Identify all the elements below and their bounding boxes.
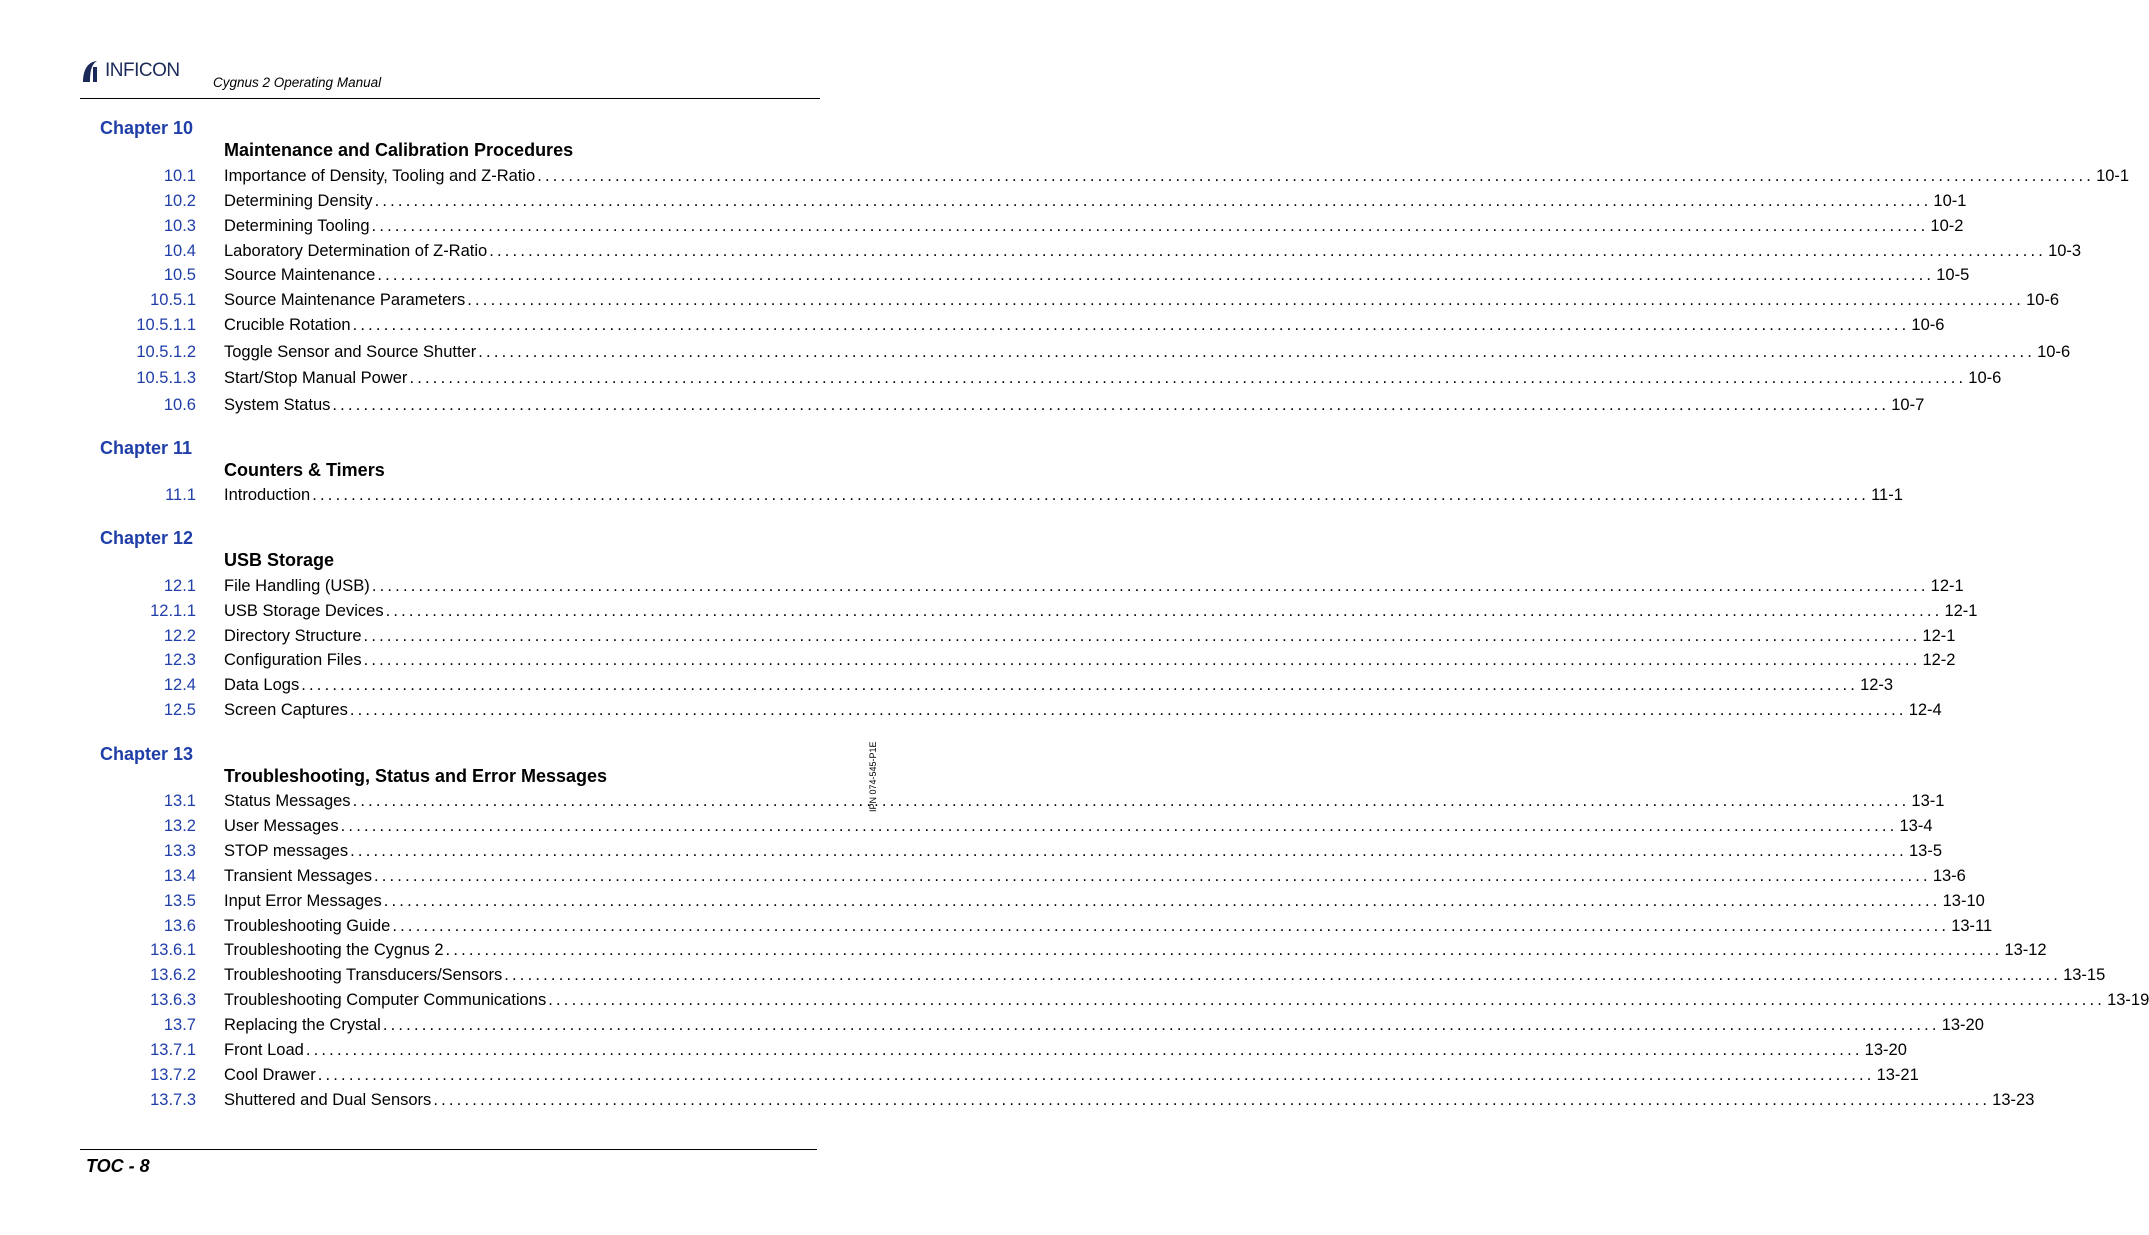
chapter-title[interactable]: Counters & Timers: [224, 460, 385, 480]
chapter-label[interactable]: Chapter 10: [100, 118, 194, 138]
toc-entry-line[interactable]: [224, 242, 2082, 261]
toc-entry-title[interactable]: Screen Captures: [224, 701, 348, 719]
toc-entry-page[interactable]: 10-5: [1936, 266, 1970, 284]
toc-entry-page[interactable]: 10-2: [1930, 217, 1964, 235]
toc-entry-number[interactable]: 12.1.1: [150, 602, 196, 620]
toc-entry-line[interactable]: [224, 396, 1925, 415]
toc-entry[interactable]: [0, 577, 1964, 599]
toc-entry-line[interactable]: [224, 817, 1933, 836]
toc-entry[interactable]: [0, 627, 1956, 649]
toc-entry-line[interactable]: [224, 291, 2060, 310]
toc-entry-title[interactable]: Source Maintenance Parameters: [224, 291, 466, 309]
toc-entry-number[interactable]: 13.6.1: [150, 941, 196, 959]
toc-entry-title[interactable]: Data Logs: [224, 676, 300, 694]
toc-entry-line[interactable]: [224, 676, 1894, 695]
toc-entry-line[interactable]: [224, 217, 1964, 236]
toc-entry-page[interactable]: 13-21: [1876, 1066, 1919, 1084]
toc-entry-number[interactable]: 10.4: [163, 242, 196, 260]
toc-entry-page[interactable]: 10-6: [1968, 369, 2002, 387]
dot-leader: ........................................................................................................................................................................................................: [383, 892, 1941, 910]
toc-entry-number[interactable]: 13.4: [163, 867, 196, 885]
toc-entry-line[interactable]: [224, 627, 1956, 646]
toc-entry-title[interactable]: User Messages: [224, 817, 339, 835]
toc-entry[interactable]: [0, 1016, 1984, 1038]
toc-entry-number[interactable]: 13.6.3: [150, 991, 196, 1009]
toc-entry-title[interactable]: Front Load: [224, 1041, 304, 1059]
toc-entry-title[interactable]: Cool Drawer: [224, 1066, 316, 1084]
toc-entry-page[interactable]: 13-12: [2004, 941, 2047, 959]
toc-entry-title[interactable]: Importance of Density, Tooling and Z-Ratio: [224, 167, 536, 185]
toc-entry-title[interactable]: Directory Structure: [224, 627, 362, 645]
toc-entry-number[interactable]: 13.3: [163, 842, 196, 860]
toc-entry-number[interactable]: 13.6.2: [150, 966, 196, 984]
toc-entry[interactable]: [0, 792, 1945, 814]
dot-leader: ........................................................................................................................................................................................................: [340, 817, 1898, 835]
toc-entry[interactable]: [0, 651, 1956, 673]
toc-entry-page[interactable]: 13-20: [1941, 1016, 1984, 1034]
toc-entry-line[interactable]: [224, 486, 1903, 505]
toc-entry-line[interactable]: [224, 651, 1956, 670]
dot-leader: ........................................................................................................................................................................................................: [467, 291, 2025, 309]
dot-leader: ........................................................................................................................................................................................................: [371, 217, 1929, 235]
toc-entry-number[interactable]: 13.1: [163, 792, 196, 810]
toc-entry-title[interactable]: Crucible Rotation: [224, 316, 351, 334]
toc-entry[interactable]: [0, 991, 2149, 1013]
toc-entry-number[interactable]: 12.5: [163, 701, 196, 719]
chapter-title[interactable]: Maintenance and Calibration Procedures: [224, 140, 574, 160]
dot-leader: ........................................................................................................................................................................................................: [371, 577, 1929, 595]
toc-entry-line[interactable]: [224, 192, 1967, 211]
toc-entry-line[interactable]: [224, 991, 2149, 1010]
toc-entry[interactable]: [0, 817, 1933, 839]
toc-entry-page[interactable]: 12-1: [1922, 627, 1956, 645]
toc-entry-title[interactable]: Input Error Messages: [224, 892, 382, 910]
toc-entry-number[interactable]: 10.5.1: [150, 291, 196, 309]
toc-entry-page[interactable]: 13-6: [1932, 867, 1966, 885]
toc-entry-line[interactable]: [224, 792, 1945, 811]
toc-entry[interactable]: [0, 917, 1993, 939]
toc-entry[interactable]: [0, 396, 1925, 418]
toc-entry[interactable]: [0, 892, 1985, 914]
toc-entry[interactable]: [0, 291, 2060, 313]
toc-entry-line[interactable]: [224, 1041, 1907, 1060]
chapter-title[interactable]: Troubleshooting, Status and Error Messages: [224, 766, 608, 786]
chapter-label[interactable]: Chapter 13: [100, 744, 194, 764]
toc-entry[interactable]: [0, 369, 2002, 391]
toc-entry-line[interactable]: [224, 602, 1978, 621]
toc-entry[interactable]: [0, 941, 2047, 963]
toc-entry[interactable]: [0, 192, 1967, 214]
toc-entry-number[interactable]: 12.3: [163, 651, 196, 669]
toc-entry-page[interactable]: 10-1: [1933, 192, 1967, 210]
toc-entry-page[interactable]: 10-6: [2037, 343, 2071, 361]
chapter-label[interactable]: Chapter 12: [100, 528, 194, 548]
toc-entry[interactable]: [0, 676, 1894, 698]
chapter-label[interactable]: Chapter 11: [100, 438, 193, 458]
toc-entry[interactable]: [0, 1091, 2035, 1113]
toc-entry-number[interactable]: 10.5.1.2: [136, 343, 196, 361]
logo-text: INFICON: [105, 60, 180, 81]
toc-entry-line[interactable]: [224, 577, 1964, 596]
toc-entry[interactable]: [0, 701, 1942, 723]
dot-leader: ........................................................................................................................................................................................................: [317, 1066, 1875, 1084]
manual-title: Cygnus 2 Operating Manual: [213, 75, 382, 90]
toc-entry-title[interactable]: Source Maintenance: [224, 266, 376, 284]
toc-entry-number[interactable]: 12.1: [163, 577, 196, 595]
toc-entry[interactable]: [0, 217, 1964, 239]
toc-entry-title[interactable]: Troubleshooting the Cygnus 2: [224, 941, 444, 959]
toc-entry-number[interactable]: 11.1: [165, 486, 196, 504]
toc-entry[interactable]: [0, 867, 1966, 889]
toc-entry-line[interactable]: [224, 1091, 2035, 1110]
toc-entry[interactable]: [0, 966, 2106, 988]
toc-entry-page[interactable]: 10-3: [2048, 242, 2082, 260]
toc-entry-page[interactable]: 13-11: [1951, 917, 1993, 935]
toc-entry-title[interactable]: USB Storage Devices: [224, 602, 384, 620]
toc-entry-title[interactable]: Laboratory Determination of Z-Ratio: [224, 242, 488, 260]
toc-entry-page[interactable]: 13-4: [1899, 817, 1933, 835]
toc-entry-title[interactable]: Troubleshooting Computer Communications: [224, 991, 547, 1009]
toc-entry-page[interactable]: 13-23: [1992, 1091, 2035, 1109]
toc-entry-page[interactable]: 10-1: [2096, 167, 2130, 185]
toc-entry[interactable]: [0, 343, 2071, 365]
toc-entry-page[interactable]: 13-1: [1911, 792, 1945, 810]
dot-leader: ........................................................................................................................................................................................................: [363, 651, 1921, 669]
toc-entry-title[interactable]: Shuttered and Dual Sensors: [224, 1091, 432, 1109]
dot-leader: ........................................................................................................................................................................................................: [392, 917, 1950, 935]
dot-leader: ........................................................................................................................................................................................................: [382, 1016, 1940, 1034]
toc-entry[interactable]: [0, 242, 2082, 264]
dot-leader: ........................................................................................................................................................................................................: [537, 167, 2095, 185]
toc-entry-title[interactable]: Troubleshooting Transducers/Sensors: [224, 966, 503, 984]
toc-entry-title[interactable]: Status Messages: [224, 792, 351, 810]
dot-leader: ........................................................................................................................................................................................................: [409, 369, 1967, 387]
toc-entry-page[interactable]: 10-7: [1891, 396, 1925, 414]
dot-leader: ........................................................................................................................................................................................................: [352, 792, 1910, 810]
dot-leader: ........................................................................................................................................................................................................: [504, 966, 2062, 984]
dot-leader: ........................................................................................................................................................................................................: [312, 486, 1870, 504]
toc-entry-page[interactable]: 12-4: [1908, 701, 1942, 719]
toc-entry-number[interactable]: 10.5.1.1: [136, 316, 196, 334]
toc-entry-line[interactable]: [224, 701, 1942, 720]
dot-leader: ........................................................................................................................................................................................................: [305, 1041, 1863, 1059]
toc-entry-line[interactable]: [224, 1016, 1984, 1035]
toc-entry[interactable]: [0, 1041, 1907, 1063]
toc-entry-title[interactable]: Determining Tooling: [224, 217, 370, 235]
toc-entry-number[interactable]: 13.7: [163, 1016, 196, 1034]
toc-entry-title[interactable]: System Status: [224, 396, 331, 414]
dot-leader: ........................................................................................................................................................................................................: [548, 991, 2106, 1009]
toc-entry-title[interactable]: Configuration Files: [224, 651, 362, 669]
toc-entry[interactable]: [0, 1066, 1919, 1088]
toc-entry-page[interactable]: 13-5: [1908, 842, 1943, 860]
toc-entry-line[interactable]: [224, 343, 2071, 362]
toc-entry-number[interactable]: 10.5: [163, 266, 196, 284]
toc-entry-page[interactable]: 13-15: [2063, 966, 2106, 984]
toc-entry-page[interactable]: 12-2: [1922, 651, 1956, 669]
dot-leader: ........................................................................................................................................................................................................: [301, 676, 1859, 694]
toc-entry[interactable]: [0, 316, 1945, 338]
dot-leader: ........................................................................................................................................................................................................: [350, 842, 1907, 860]
toc-entry-number[interactable]: 13.7.2: [150, 1066, 196, 1084]
toc-entry-number[interactable]: 10.5.1.3: [136, 369, 196, 387]
document-part-number: IPN 074-545-P1E: [868, 741, 878, 812]
toc-entry-number[interactable]: 13.5: [163, 892, 196, 910]
dot-leader: ........................................................................................................................................................................................................: [332, 396, 1890, 414]
toc-entry-number[interactable]: 10.6: [163, 396, 196, 414]
toc-entry-title[interactable]: STOP messages: [224, 842, 349, 860]
toc-entry-line[interactable]: [224, 842, 1943, 861]
toc-entry-number[interactable]: 13.2: [163, 817, 196, 835]
toc-entry[interactable]: [0, 266, 1970, 288]
dot-leader: ........................................................................................................................................................................................................: [374, 192, 1932, 210]
toc-entry-line[interactable]: [224, 266, 1970, 285]
toc-entry-page[interactable]: 10-6: [2026, 291, 2060, 309]
toc-entry-title[interactable]: Introduction: [224, 486, 311, 504]
toc-entry-page[interactable]: 13-19: [2107, 991, 2149, 1009]
footer-divider: [80, 1149, 817, 1150]
toc-entry[interactable]: [0, 167, 2130, 189]
toc-entry[interactable]: [0, 602, 1978, 624]
toc-entry-page[interactable]: 10-6: [1911, 316, 1945, 334]
dot-leader: ........................................................................................................................................................................................................: [373, 867, 1931, 885]
toc-entry-title[interactable]: Start/Stop Manual Power: [224, 369, 408, 387]
toc-entry-page[interactable]: 11-1: [1871, 486, 1903, 504]
toc-entry-title[interactable]: File Handling (USB): [224, 577, 370, 595]
toc-entry-line[interactable]: [224, 892, 1985, 911]
toc-entry-line[interactable]: [224, 316, 1945, 335]
toc-entry-line[interactable]: [224, 966, 2106, 985]
toc-entry-line[interactable]: [224, 941, 2047, 960]
toc-entry-title[interactable]: Toggle Sensor and Source Shutter: [224, 343, 477, 361]
toc-entry-page[interactable]: 13-10: [1942, 892, 1985, 910]
toc-entry-line[interactable]: [224, 917, 1993, 936]
chapter-title[interactable]: USB Storage: [224, 550, 335, 570]
toc-entry-page[interactable]: 12-3: [1860, 676, 1894, 694]
dot-leader: ........................................................................................................................................................................................................: [363, 627, 1921, 645]
dot-leader: ........................................................................................................................................................................................................: [445, 941, 2003, 959]
toc-entry-number[interactable]: 13.7.1: [150, 1041, 196, 1059]
toc-entry-number[interactable]: 10.2: [163, 192, 196, 210]
toc-entry-page[interactable]: 12-1: [1944, 602, 1978, 620]
toc-entry-page[interactable]: 12-1: [1930, 577, 1964, 595]
toc-entry-number[interactable]: 13.6: [163, 917, 196, 935]
toc-entry-title[interactable]: Troubleshooting Guide: [224, 917, 391, 935]
toc-entry-page[interactable]: 13-20: [1864, 1041, 1907, 1059]
dot-leader: ........................................................................................................................................................................................................: [489, 242, 2047, 260]
toc-entry-number[interactable]: 10.1: [163, 167, 196, 185]
toc-entry-title[interactable]: Determining Density: [224, 192, 373, 210]
toc-entry-number[interactable]: 13.7.3: [150, 1091, 196, 1109]
dot-leader: ........................................................................................................................................................................................................: [433, 1091, 1991, 1109]
toc-entry-number[interactable]: 10.3: [163, 217, 196, 235]
toc-entry-title[interactable]: Transient Messages: [224, 867, 372, 885]
dot-leader: ........................................................................................................................................................................................................: [352, 316, 1910, 334]
toc-entry-number[interactable]: 12.2: [163, 627, 196, 645]
toc-entry-line[interactable]: [224, 167, 2130, 186]
dot-leader: ........................................................................................................................................................................................................: [377, 266, 1935, 284]
dot-leader: ........................................................................................................................................................................................................: [349, 701, 1907, 719]
toc-entry-title[interactable]: Replacing the Crystal: [224, 1016, 381, 1034]
toc-entry-number[interactable]: 12.4: [163, 676, 196, 694]
toc-entry-line[interactable]: [224, 369, 2002, 388]
dot-leader: ........................................................................................................................................................................................................: [385, 602, 1943, 620]
dot-leader: ........................................................................................................................................................................................................: [478, 343, 2036, 361]
toc-entry-line[interactable]: [224, 1066, 1919, 1085]
toc-entry-line[interactable]: [224, 867, 1966, 886]
toc-entry[interactable]: [0, 486, 1903, 508]
footer-page-number: TOC - 8: [86, 1156, 150, 1176]
toc-entry[interactable]: [0, 842, 1943, 864]
